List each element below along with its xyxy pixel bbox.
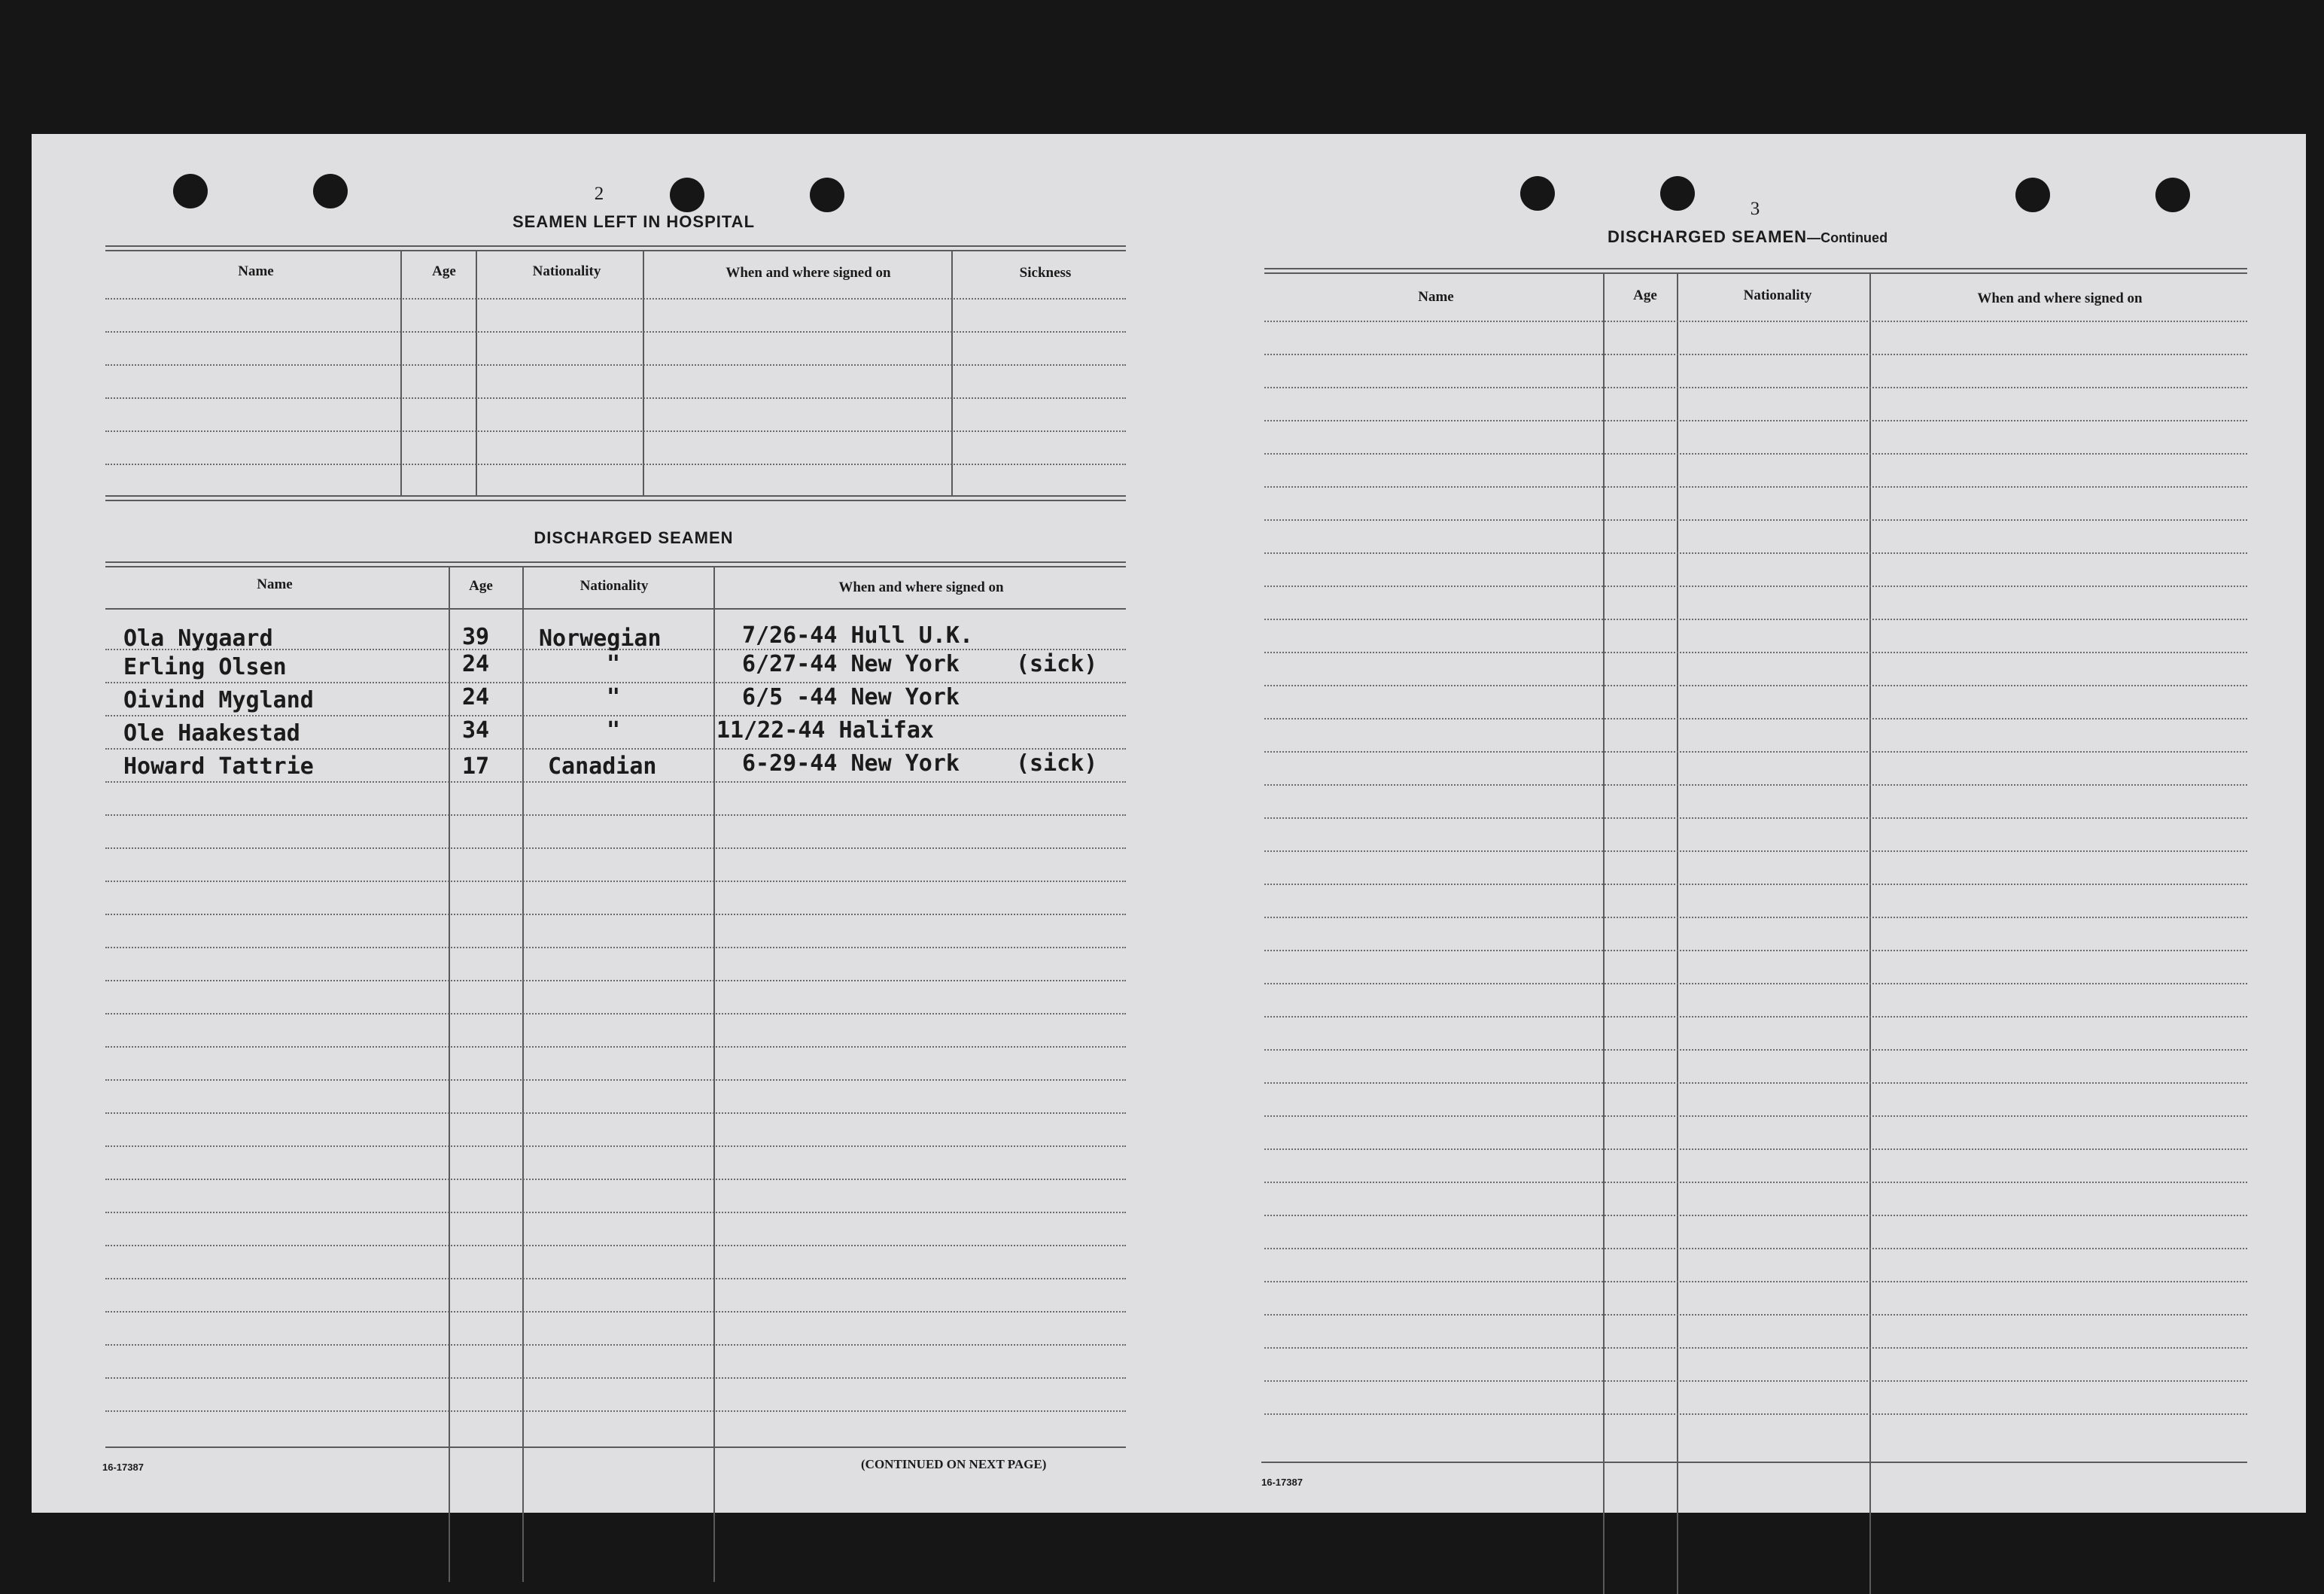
ruled-line — [105, 1410, 1126, 1412]
discharged-section-title: DISCHARGED SEAMEN — [534, 528, 734, 547]
ruled-line — [1264, 1347, 2247, 1349]
ruled-line — [105, 914, 1126, 915]
ruled-line — [105, 1179, 1126, 1180]
ruled-line — [1264, 387, 2247, 388]
seaman-nationality: " — [607, 684, 621, 710]
page-number: 3 — [1750, 199, 1760, 219]
hospital-header-age: Age — [432, 263, 456, 279]
seaman-name: Oivind Mygland — [123, 687, 314, 713]
seaman-age: 24 — [462, 651, 490, 677]
ruled-line — [1264, 784, 2247, 786]
discharged-continued-title — [1492, 227, 2003, 247]
ruled-line — [1264, 586, 2247, 587]
ruled-line — [1264, 983, 2247, 984]
ruled-line — [1264, 1148, 2247, 1150]
ruled-line — [1264, 453, 2247, 455]
ruled-line — [105, 947, 1126, 948]
form-number: 16-17387 — [102, 1462, 144, 1473]
ruled-line — [105, 814, 1126, 816]
right-header-signed-on: When and where signed on — [1977, 291, 2143, 306]
ruled-line — [1264, 420, 2247, 421]
ruled-line — [1264, 884, 2247, 885]
ruled-line — [1264, 1281, 2247, 1282]
hospital-header-nationality: Nationality — [532, 263, 601, 279]
hospital-header-sickness: Sickness — [1019, 265, 1072, 281]
ruled-line — [105, 1013, 1126, 1015]
ruled-line — [105, 1311, 1126, 1313]
ruled-line — [1264, 850, 2247, 852]
seaman-signed-on: 7/26-44 Hull U.K. — [742, 622, 974, 649]
ruled-line — [1264, 751, 2247, 753]
seaman-note: (sick) — [1016, 651, 1098, 677]
seaman-signed-on: 6/27-44 New York — [742, 651, 960, 677]
ruled-line — [1264, 1215, 2247, 1216]
discharged-header-name: Name — [257, 576, 293, 592]
seaman-signed-on: 6/5 -44 New York — [742, 684, 960, 710]
right-header-nationality: Nationality — [1743, 287, 1812, 303]
ruled-line — [105, 881, 1126, 882]
ruled-line — [1264, 321, 2247, 322]
seaman-nationality: " — [607, 717, 621, 744]
ruled-line — [1264, 486, 2247, 488]
ruled-line — [105, 847, 1126, 849]
seaman-signed-on: 11/22-44 Halifax — [716, 717, 934, 744]
ruled-line — [105, 682, 1126, 683]
ruled-line — [105, 1212, 1126, 1213]
ruled-line — [1264, 1182, 2247, 1183]
ruled-line — [105, 1046, 1126, 1048]
seaman-note: (sick) — [1016, 750, 1098, 777]
seaman-name: Erling Olsen — [123, 654, 287, 680]
ruled-line — [105, 748, 1126, 750]
document-sheet — [32, 134, 2306, 1513]
seaman-age: 34 — [462, 717, 490, 744]
title-suffix: —Continued — [1807, 230, 1888, 245]
right-page — [1191, 134, 2306, 1513]
ruled-line — [1264, 619, 2247, 620]
hospital-header-name: Name — [238, 263, 274, 279]
ruled-line — [1264, 1016, 2247, 1018]
ruled-line — [105, 781, 1126, 783]
ruled-line — [1264, 1082, 2247, 1084]
seaman-age: 39 — [462, 624, 490, 650]
ruled-line — [105, 980, 1126, 981]
title-main: DISCHARGED SEAMEN — [1607, 227, 1808, 246]
hospital-section-title: SEAMEN LEFT IN HOSPITAL — [512, 212, 756, 231]
ruled-line — [105, 1112, 1126, 1114]
ruled-line — [1264, 552, 2247, 554]
ruled-line — [1264, 1248, 2247, 1249]
seaman-nationality: Canadian — [548, 753, 657, 780]
continued-note: (CONTINUED ON NEXT PAGE) — [861, 1457, 1047, 1471]
ruled-line — [1264, 1413, 2247, 1415]
seaman-age: 17 — [462, 753, 490, 780]
ruled-line — [105, 1145, 1126, 1147]
right-header-name: Name — [1418, 289, 1454, 305]
seaman-name: Howard Tattrie — [123, 753, 314, 780]
seaman-nationality: Norwegian — [539, 625, 662, 652]
seaman-signed-on: 6-29-44 New York — [742, 750, 960, 777]
discharged-header-age: Age — [469, 578, 493, 594]
ruled-line — [105, 1079, 1126, 1081]
form-number: 16-17387 — [1261, 1477, 1303, 1488]
ruled-line — [1264, 652, 2247, 653]
ruled-line — [105, 1245, 1126, 1246]
hospital-header-signed-on: When and where signed on — [725, 265, 891, 281]
ruled-line — [1264, 354, 2247, 355]
ruled-line — [1264, 1380, 2247, 1382]
ruled-line — [1264, 519, 2247, 521]
ruled-line — [105, 1344, 1126, 1346]
ruled-line — [1264, 1115, 2247, 1117]
ruled-line — [1264, 817, 2247, 819]
ruled-line — [1264, 685, 2247, 686]
seaman-name: Ole Haakestad — [123, 720, 300, 747]
right-header-age: Age — [1633, 287, 1657, 303]
left-page — [32, 134, 1145, 1513]
ruled-line — [1264, 950, 2247, 951]
seaman-nationality: " — [607, 651, 621, 677]
ruled-line — [1264, 917, 2247, 918]
ruled-line — [105, 1278, 1126, 1279]
ruled-line — [1264, 1049, 2247, 1051]
ruled-line — [1264, 718, 2247, 719]
seaman-age: 24 — [462, 684, 490, 710]
ruled-line — [105, 715, 1126, 716]
discharged-header-signed-on: When and where signed on — [838, 579, 1004, 595]
page-number: 2 — [594, 184, 604, 204]
seaman-name: Ola Nygaard — [123, 625, 273, 652]
ruled-line — [1264, 1314, 2247, 1316]
ruled-line — [105, 1377, 1126, 1379]
discharged-header-nationality: Nationality — [579, 578, 649, 594]
